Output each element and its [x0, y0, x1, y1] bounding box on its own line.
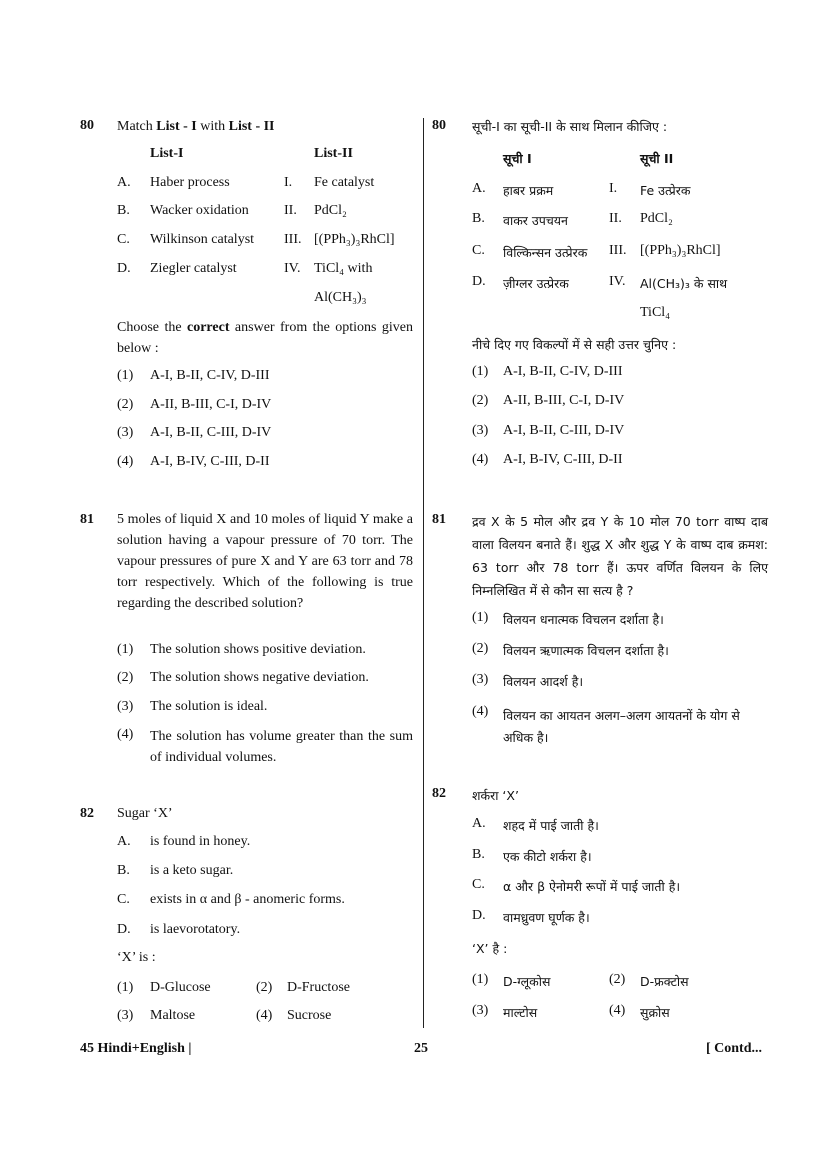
option-number: (3) [472, 672, 489, 687]
list2-key: IV. [609, 274, 626, 289]
list-key: C. [117, 232, 130, 247]
question-number-80-en: 80 [80, 118, 94, 133]
choose-instruction: नीचे दिए गए विकल्पों में से सही उत्तर चुनिए : [472, 337, 677, 352]
answer-option[interactable]: Sucrose [287, 1008, 332, 1023]
option-number: (4) [609, 1003, 626, 1018]
option-number: (1) [472, 364, 489, 379]
list-key: B. [472, 211, 485, 226]
statement-key: C. [117, 892, 130, 907]
answer-option[interactable]: The solution shows positive deviation. [150, 642, 366, 657]
answer-option[interactable]: A-I, B-IV, C-III, D-II [150, 454, 270, 469]
list2-item: [(PPh₃)₃RhCl] [640, 243, 721, 258]
question-prompt-81-en: 5 moles of liquid X and 10 moles of liquid Y make a solution having a vapour pressure of 70 torr. The vapour pressures of pure X and Y are 63 torr and 78 torr respectively. Which of the following is true regarding the described solution? [117, 512, 413, 611]
statement: is found in honey. [150, 834, 251, 849]
option-number: (2) [117, 397, 134, 412]
list1-item: वाकर उपचयन [503, 213, 568, 228]
column-divider [423, 118, 424, 1028]
answer-option[interactable]: The solution is ideal. [150, 699, 268, 714]
answer-option[interactable]: A-I, B-II, C-III, D-IV [503, 423, 625, 438]
list-key: B. [117, 203, 130, 218]
question-number-81-hi: 81 [432, 512, 446, 527]
list2-item: TiCl₄ with [314, 261, 373, 276]
option-number: (3) [472, 1003, 489, 1018]
list2-item: PdCl₂ [640, 211, 673, 226]
page-number: 25 [414, 1041, 428, 1056]
list-key: C. [472, 243, 485, 258]
question-prompt-81-hi: द्रव X के 5 मोल और द्रव Y के 10 मोल 70 torr वाष्प दाब वाला विलयन बनाते हैं। शुद्ध X और शुद्ध Y के वाष्प दाब क्रमश: 63 torr और 78 torr हैं। ऊपर वर्णित विलयन के लिए निम्नलिखित में से कौन सा सत्य है ? [472, 514, 768, 598]
list-key: A. [472, 181, 486, 196]
list2-item: Fe उत्प्रेरक [640, 183, 691, 198]
option-number: (4) [256, 1008, 273, 1023]
question-prompt-80-hi: सूची-I का सूची-II के साथ मिलान कीजिए : [472, 119, 668, 134]
list2-key: I. [284, 175, 293, 190]
choose-instruction: Choose the correct answer from the options given below : [117, 320, 414, 356]
list2-item: PdCl₂ [314, 203, 347, 218]
list1-item: ज़ीग्लर उत्प्रेरक [503, 276, 569, 291]
option-number: (2) [472, 393, 489, 408]
list1-item: Ziegler catalyst [150, 261, 237, 276]
answer-option[interactable]: A-I, B-IV, C-III, D-II [503, 452, 623, 467]
option-number: (1) [472, 972, 489, 987]
list1-item: Wacker oxidation [150, 203, 249, 218]
statement: is a keto sugar. [150, 863, 234, 878]
statement-key: D. [117, 922, 131, 937]
question-number-80-hi: 80 [432, 118, 446, 133]
option-number: (3) [117, 1008, 134, 1023]
option-number: (1) [472, 610, 489, 625]
question-prompt-82-en: Sugar ‘X’ [117, 806, 173, 821]
answer-option[interactable]: A-II, B-III, C-I, D-IV [150, 397, 272, 412]
answer-option[interactable]: D-Fructose [287, 980, 350, 995]
list2-item: Al(CH₃)₃ के साथ [640, 276, 728, 291]
list2-header: सूची II [640, 151, 674, 166]
option-number: (1) [117, 368, 134, 383]
list2-item-continuation: Al(CH₃)₃ [314, 290, 367, 305]
answer-option[interactable]: A-I, B-II, C-IV, D-III [150, 368, 270, 383]
continued-marker: [ Contd... [706, 1041, 763, 1056]
list2-key: II. [284, 203, 297, 218]
answer-option[interactable]: विलयन ऋणात्मक विचलन दर्शाता है। [503, 643, 669, 658]
list1-item: हाबर प्रक्रम [503, 183, 554, 198]
option-number: (3) [117, 699, 134, 714]
list2-key: III. [284, 232, 302, 247]
answer-option[interactable]: A-I, B-II, C-III, D-IV [150, 425, 272, 440]
question-ask: ‘X’ है : [472, 941, 508, 956]
list1-item: Haber process [150, 175, 230, 190]
list2-item: Fe catalyst [314, 175, 375, 190]
option-number: (4) [472, 452, 489, 467]
answer-option[interactable]: विलयन का आयतन अलग–अलग आयतनों के योग से अधिक है। [503, 708, 740, 745]
option-number: (1) [117, 980, 134, 995]
option-number: (4) [117, 727, 134, 742]
question-number-82-en: 82 [80, 806, 94, 821]
question-prompt-82-hi: शर्करा ‘X’ [472, 788, 519, 803]
statement: वामध्रुवण घूर्णक है। [503, 910, 590, 925]
option-number: (4) [472, 704, 489, 719]
answer-option[interactable]: सुक्रोस [640, 1005, 670, 1020]
answer-option[interactable]: The solution has volume greater than the sum of individual volumes. [150, 729, 413, 765]
question-number-81-en: 81 [80, 512, 94, 527]
answer-option[interactable]: Maltose [150, 1008, 196, 1023]
list2-key: II. [609, 211, 622, 226]
option-number: (2) [609, 972, 626, 987]
question-number-82-hi: 82 [432, 786, 446, 801]
option-number: (1) [117, 642, 134, 657]
option-number: (2) [117, 670, 134, 685]
list-key: A. [117, 175, 131, 190]
answer-option[interactable]: D-ग्लूकोस [503, 974, 551, 989]
answer-option[interactable]: विलयन धनात्मक विचलन दर्शाता है। [503, 612, 664, 627]
statement: exists in α and β - anomeric forms. [150, 892, 345, 907]
option-number: (3) [472, 423, 489, 438]
list2-item-continuation: TiCl₄ [640, 305, 671, 320]
answer-option[interactable]: The solution shows negative deviation. [150, 670, 369, 685]
statement-key: B. [472, 847, 485, 862]
list1-header: List-I [150, 146, 184, 161]
statement: एक कीटो शर्करा है। [503, 849, 592, 864]
question-prompt-80-en: Match List - I with List - II [117, 119, 275, 134]
list-key: D. [472, 274, 486, 289]
option-number: (2) [472, 641, 489, 656]
answer-option[interactable]: D-फ्रक्टोस [640, 974, 689, 989]
statement-key: B. [117, 863, 130, 878]
answer-option[interactable]: A-I, B-II, C-IV, D-III [503, 364, 623, 379]
statement: is laevorotatory. [150, 922, 241, 937]
statement: α और β ऐनोमरी रूपों में पाई जाती है। [503, 879, 681, 894]
statement: शहद में पाई जाती है। [503, 818, 599, 833]
answer-option[interactable]: D-Glucose [150, 980, 211, 995]
list2-key: IV. [284, 261, 301, 276]
list-key: D. [117, 261, 131, 276]
statement-key: A. [117, 834, 131, 849]
list2-key: I. [609, 181, 618, 196]
statement-key: A. [472, 816, 486, 831]
question-ask: ‘X’ is : [117, 950, 156, 965]
list2-header: List-II [314, 146, 353, 161]
list2-item: [(PPh₃)₃RhCl] [314, 232, 395, 247]
option-number: (3) [117, 425, 134, 440]
answer-option[interactable]: A-II, B-III, C-I, D-IV [503, 393, 625, 408]
list1-item: Wilkinson catalyst [150, 232, 255, 247]
option-number: (2) [256, 980, 273, 995]
statement-key: C. [472, 877, 485, 892]
statement-key: D. [472, 908, 486, 923]
answer-option[interactable]: माल्टोस [503, 1005, 538, 1020]
option-number: (4) [117, 454, 134, 469]
list1-item: विल्किन्सन उत्प्रेरक [503, 245, 588, 260]
answer-option[interactable]: विलयन आदर्श है। [503, 674, 584, 689]
list2-key: III. [609, 243, 627, 258]
booklet-code: 45 Hindi+English | [80, 1041, 192, 1056]
list1-header: सूची I [503, 151, 532, 166]
